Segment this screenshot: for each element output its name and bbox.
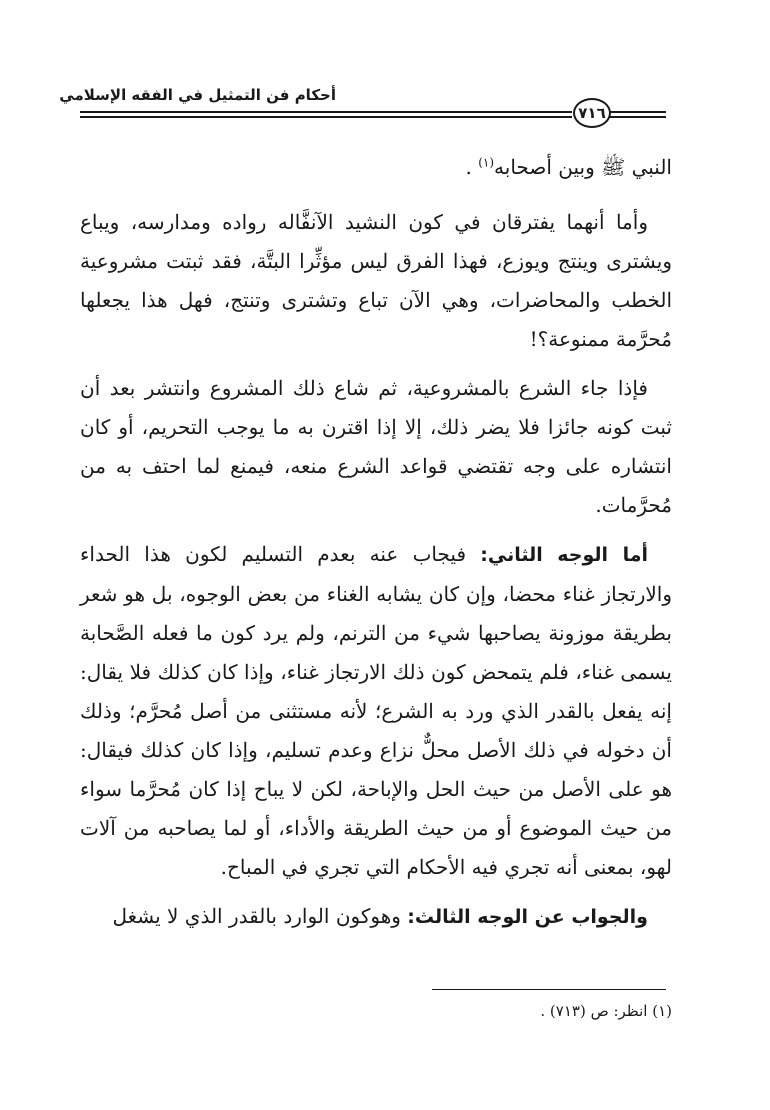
- header-rule: [80, 116, 572, 118]
- page-number: ٧١٦: [573, 98, 611, 128]
- section-label: والجواب عن الوجه الثالث:: [407, 906, 648, 928]
- header-rule: [608, 116, 666, 118]
- paragraph: فإذا جاء الشرع بالمشروعية، ثم شاع ذلك المشروع وانتشر بعد أن ثبت كونه جائزا فلا يضر ذلك، إلا إذا اقترن به ما يوجب التحريم، أو كان انتشاره على وجه تقتضي قواعد الشرع منعه، فيمنع لما احتف به من مُحرَّمات.: [80, 376, 672, 517]
- body-text: [80, 148, 672, 947]
- paragraph: وأما أنهما يفترقان في كون النشيد الآنفَّاله رواده ومدارسه، ويباع ويشترى وينتج ويوزع، فهذا الفرق ليس مؤثِّرا البتَّة، فقد ثبتت مشروعية الخطب والمحاضرات، وهي الآن تباع وتشترى وتنتج، فهل هذا يجعلها مُحرَّمة ممنوعة؟!: [80, 210, 672, 351]
- footnote-separator: [432, 989, 666, 990]
- header-rule: [608, 111, 666, 113]
- footnote: (١) انظر: ص (٧١٣) .: [540, 1002, 672, 1020]
- running-header-title: أحكام فن التمثيل في الفقه الإسلامي: [59, 86, 336, 104]
- paragraph: أما الوجه الثاني: فيجاب عنه بعدم التسليم لكون هذا الحداء والارتجاز غناء محضا، وإن كان يشابه الغناء من بعض الوجوه، بل هو شعر بطريقة موزونة يصاحبها شيء من الترنم، ولم يرد كون ما فعله الصَّحابة يسمى غناء، فلم يتمحض كون ذلك الارتجاز غناء، وإذا كان كذلك فلا يقال: إنه يفعل بالقدر الذي ورد به الشرع؛ لأنه مستثنى من أصل مُحرَّم؛ وذلك أن دخوله في ذلك الأصل محلٌّ نزاع وعدم تسليم، وإذا كان كذلك فيقال: هو على الأصل من حيث الحل والإباحة، لكن لا يباح إذا كان مُحرَّما سواء من حيث الموضوع أو من حيث الطريقة والأداء، أو لما يصاحبه من آلات لهو، بمعنى أنه تجري فيه الأحكام التي تجري في المباح.: [80, 542, 672, 879]
- section-label: أما الوجه الثاني:: [480, 544, 648, 566]
- paragraph: النبي ﷺ وبين أصحابه$^{(١)}$ .: [465, 155, 672, 179]
- header-rule: [80, 111, 572, 113]
- footnote-ref: (١): [478, 155, 495, 170]
- paragraph: والجواب عن الوجه الثالث: وهوكون الوارد بالقدر الذي لا يشغل: [112, 904, 648, 928]
